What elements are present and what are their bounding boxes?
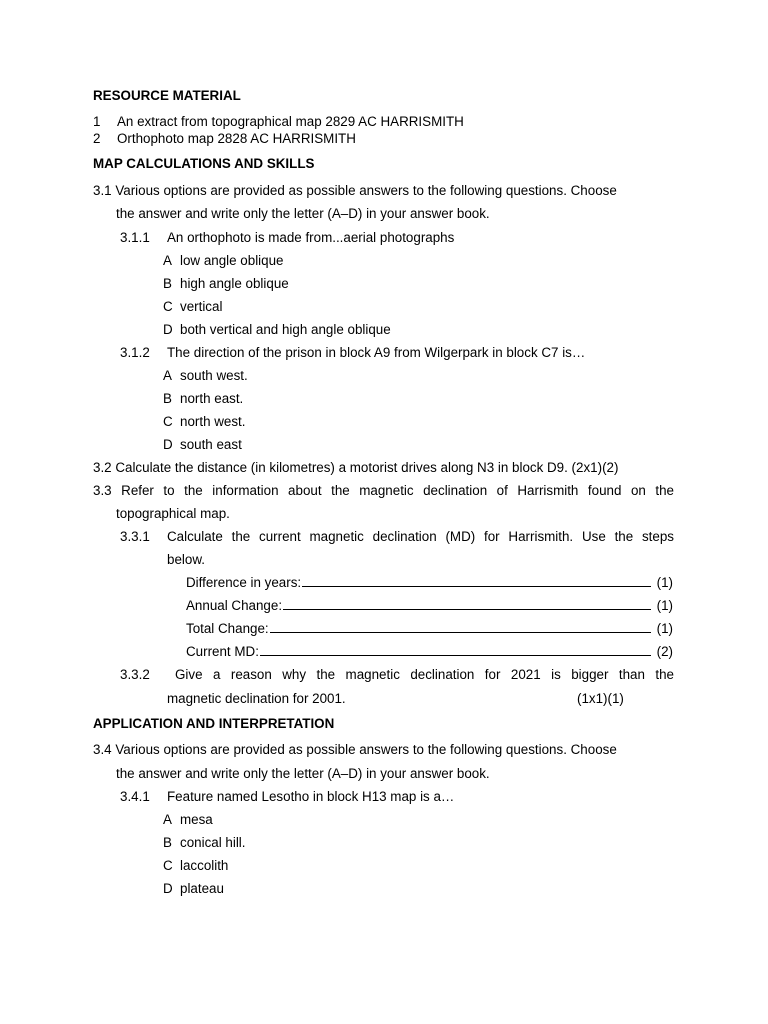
option-letter: B [163,391,172,406]
answer-line-total-change [186,621,673,636]
option-letter: D [163,322,173,337]
option-text: low angle oblique [180,253,284,268]
q3-4-line1: 3.4 Various options are provided as possible answers to the following questions. Choose [93,742,617,757]
step-label: Annual Change: [186,598,283,613]
option-letter: D [163,881,173,896]
resource-heading: RESOURCE MATERIAL [93,88,241,103]
answer-blank[interactable] [302,586,651,587]
q3-1-2-label: 3.1.2 [120,345,150,360]
option-letter: A [163,368,172,383]
answer-line-current-md [186,644,673,659]
step-mark: (1) [656,575,673,590]
option-letter: C [163,858,173,873]
answer-line-annual-change [186,598,673,613]
section-map-heading: MAP CALCULATIONS AND SKILLS [93,156,315,171]
answer-line-difference [186,575,673,590]
q3-1-2-text: The direction of the prison in block A9 from Wilgerpark in block C7 is… [167,345,586,360]
option-letter: D [163,437,173,452]
option-text: high angle oblique [180,276,289,291]
option-text: south east [180,437,242,452]
option-letter: B [163,835,172,850]
step-label: Current MD: [186,644,259,659]
option-letter: B [163,276,172,291]
option-text: south west. [180,368,248,383]
resource-item-1-text: An extract from topographical map 2829 AC HARRISMITH [117,114,464,129]
q3-4-1-text: Feature named Lesotho in block H13 map is a… [167,789,455,804]
option-text: north east. [180,391,244,406]
q3-3-2-line1: Give a reason why the magnetic declination for 2021 is bigger than the [175,667,674,682]
step-mark: (1) [656,621,673,636]
option-text: laccolith [180,858,229,873]
q3-3-line2: topographical map. [116,506,230,521]
resource-item-2-num: 2 [93,131,101,146]
q3-1-1-label: 3.1.1 [120,230,150,245]
q3-3-1-line1: Calculate the current magnetic declination (MD) for Harrismith. Use the steps [167,529,674,544]
resource-item-1-num: 1 [93,114,101,129]
q3-2-text: 3.2 Calculate the distance (in kilometres) a motorist drives along N3 in block D9. (2x1)(2) [93,460,619,475]
step-label: Total Change: [186,621,269,636]
q3-1-line2: the answer and write only the letter (A–D) in your answer book. [116,206,490,221]
answer-blank[interactable] [270,632,651,633]
option-letter: C [163,414,173,429]
q3-4-1-label: 3.4.1 [120,789,150,804]
option-letter: A [163,253,172,268]
step-mark: (2) [656,644,673,659]
q3-3-2-mark: (1x1)(1) [577,691,624,706]
option-text: conical hill. [180,835,246,850]
step-label: Difference in years: [186,575,302,590]
q3-3-2-line2: magnetic declination for 2001. [167,691,346,706]
answer-blank[interactable] [283,609,651,610]
answer-blank[interactable] [260,655,651,656]
q3-3-1-label: 3.3.1 [120,529,150,544]
option-letter: C [163,299,173,314]
option-text: mesa [180,812,213,827]
q3-3-1-line2: below. [167,552,205,567]
q3-1-line1: 3.1 Various options are provided as possible answers to the following questions. Choose [93,183,617,198]
step-mark: (1) [656,598,673,613]
section-app-heading: APPLICATION AND INTERPRETATION [93,716,335,731]
q3-1-1-text: An orthophoto is made from...aerial photographs [167,230,455,245]
q3-3-2-label: 3.3.2 [120,667,150,682]
q3-3-line1: 3.3 Refer to the information about the magnetic declination of Harrismith found on the [93,483,674,498]
option-text: vertical [180,299,223,314]
resource-item-2-text: Orthophoto map 2828 AC HARRISMITH [117,131,356,146]
option-text: north west. [180,414,246,429]
option-text: plateau [180,881,224,896]
option-text: both vertical and high angle oblique [180,322,391,337]
option-letter: A [163,812,172,827]
q3-4-line2: the answer and write only the letter (A–D) in your answer book. [116,766,490,781]
